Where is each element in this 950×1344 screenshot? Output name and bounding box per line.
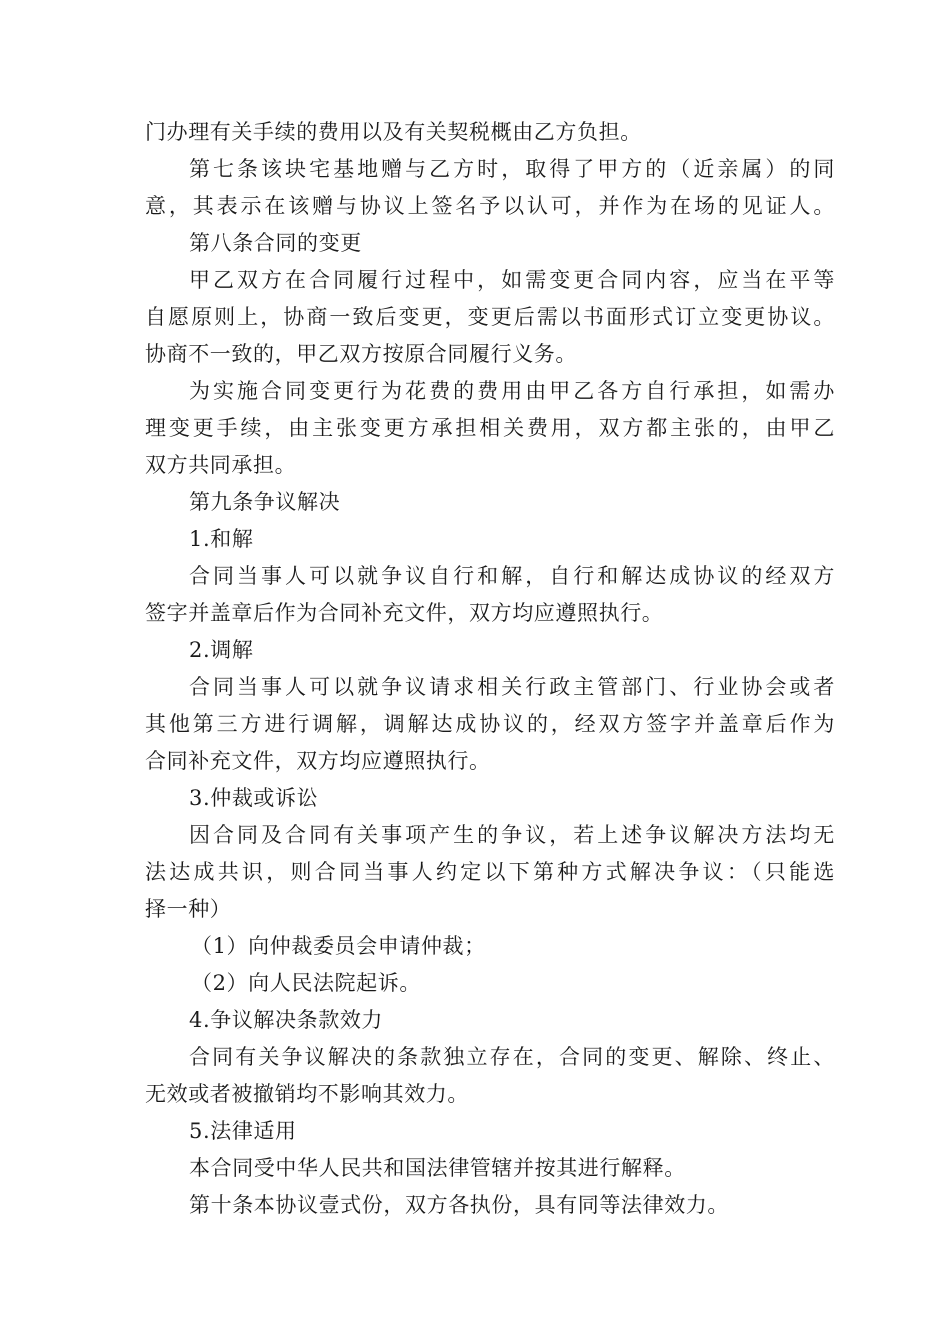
text-line: 择一种） xyxy=(145,897,232,921)
section-heading: 第九条争议解决 xyxy=(189,490,341,514)
text-line: 合同有关争议解决的条款独立存在，合同的变更、解除、终止、 xyxy=(189,1045,835,1069)
list-item: （2）向人民法院起诉。 xyxy=(191,971,421,995)
text-line: 本合同受中华人民共和国法律管辖并按其进行解释。 xyxy=(189,1156,686,1180)
subsection-heading: 5.法律适用 xyxy=(189,1119,297,1143)
text-line: 协商不一致的，甲乙双方按原合同履行义务。 xyxy=(145,342,577,366)
section-heading: 第八条合同的变更 xyxy=(189,231,362,255)
document-body xyxy=(145,114,835,1224)
text-line: 因合同及合同有关事项产生的争议，若上述争议解决方法均无 xyxy=(189,823,835,847)
text-line: 双方共同承担。 xyxy=(145,453,297,477)
text-line: 为实施合同变更行为花费的费用由甲乙各方自行承担，如需办 xyxy=(189,379,835,403)
text-line: 理变更手续，由主张变更方承担相关费用，双方都主张的，由甲乙 xyxy=(145,416,835,440)
text-line: 合同补充文件，双方均应遵照执行。 xyxy=(145,749,491,773)
subsection-heading: 4.争议解决条款效力 xyxy=(189,1008,384,1032)
text-line: 甲乙双方在合同履行过程中，如需变更合同内容，应当在平等 xyxy=(189,268,835,292)
subsection-heading: 1.和解 xyxy=(189,527,254,551)
subsection-heading: 2.调解 xyxy=(189,638,254,662)
text-line: 其他第三方进行调解，调解达成协议的，经双方签字并盖章后作为 xyxy=(145,712,835,736)
text-line: 意，其表示在该赠与协议上签名予以认可，并作为在场的见证人。 xyxy=(145,194,835,218)
text-line: 自愿原则上，协商一致后变更，变更后需以书面形式订立变更协议。 xyxy=(145,305,835,329)
text-line: 法达成共识，则合同当事人约定以下第种方式解决争议：（只能选 xyxy=(145,860,835,884)
text-line: 第七条该块宅基地赠与乙方时，取得了甲方的（近亲属）的同 xyxy=(189,157,835,181)
text-line: 无效或者被撤销均不影响其效力。 xyxy=(145,1082,469,1106)
text-line: 合同当事人可以就争议自行和解，自行和解达成协议的经双方 xyxy=(189,564,835,588)
list-item: （1）向仲裁委员会申请仲裁； xyxy=(191,934,486,958)
text-line: 合同当事人可以就争议请求相关行政主管部门、行业协会或者 xyxy=(189,675,835,699)
section-heading: 第十条本协议壹式份，双方各执份，具有同等法律效力。 xyxy=(189,1193,729,1217)
text-line: 门办理有关手续的费用以及有关契税概由乙方负担。 xyxy=(145,120,642,144)
text-line: 签字并盖章后作为合同补充文件，双方均应遵照执行。 xyxy=(145,601,664,625)
subsection-heading: 3.仲裁或诉讼 xyxy=(189,786,319,810)
